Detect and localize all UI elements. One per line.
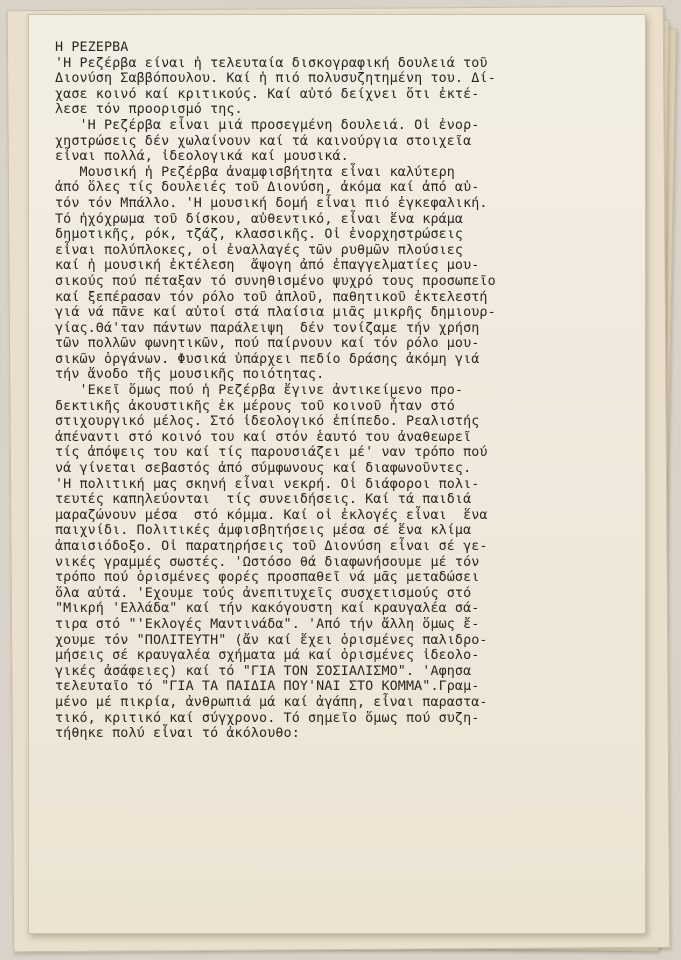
text-line: Διονύση Σαββόπουλου. Καί ἡ πιό πολυσυζητημένη του. Δί- xyxy=(55,71,496,87)
text-line: γίας.Θά'ταν πάντων παράλειψη δέν τονίζαμε τήν χρήση xyxy=(55,320,480,336)
text-line: τόν τόν Μπάλλο. 'Η μουσική δομή εἶναι πιό ἐγκεφαλική. xyxy=(55,195,488,211)
document-lines xyxy=(55,56,630,742)
text-line: καί ἡ μουσική ἐκτέλεση ἄψογη ἀπό ἐπαγγελματίες μου- xyxy=(55,258,480,274)
text-line: ἀπέναντι στό κοινό του καί στόν ἑαυτό του ἀναθεωρεῖ xyxy=(55,429,472,445)
text-line: χουμε τόν "ΠΟΛΙΤΕΥΤΗ" (ἄν καί ἔχει ὁρισμένες παλιδρο- xyxy=(55,632,488,648)
text-line: δεκτικῆς ἀκουστικῆς ἐκ μέρους τοῦ κοινοῦ ἦταν στό xyxy=(55,398,455,414)
text-line: τικό, κριτικό καί σύγχρονο. Τό σημεῖο ὅμως πού συζη- xyxy=(55,710,480,726)
text-line: μήσεις σέ κραυγαλέα σχήματα μά καί ὁρισμένες ἰδεολο- xyxy=(55,648,480,664)
text-line: "Μικρή 'Ελλάδα" καί τήν κακόγουστη καί κραυγαλέα σά- xyxy=(55,601,480,617)
text-line: ἀπαισιόδοξο. Οἱ παρατηρήσεις τοῦ Διονύση εἶναι σέ γε- xyxy=(55,539,488,554)
text-line: τήν ἄνοδο τῆς μουσικῆς ποιότητας. xyxy=(55,367,325,383)
text-line: τιρα στό "'Εκλογές Μαντινάδα". 'Από τήν ἄλλη ὅμως ἔ- xyxy=(55,616,480,632)
text-line: νικές γραμμές σωστές. 'Ωστόσο θά διαφωνήσουμε μέ τόν xyxy=(55,554,480,570)
text-line: μένο μέ πικρία, ἀνθρωπιά μά καί ἀγάπη, εἶναι παραστα- xyxy=(55,694,488,710)
text-line: Μουσική ἡ Ρεζέρβα ἀναμφισβήτητα εἶναι καλύτερη xyxy=(55,164,455,180)
text-line: χηστρώσεις δέν χωλαίνουν καί τά καινούργια στοιχεῖα xyxy=(55,133,472,149)
text-line: τήθηκε πολύ εἶναι τό ἀκόλουθο: xyxy=(55,726,300,742)
text-line: τελευταῖο τό "ΓΙΑ ΤΑ ΠΑΙΔΙΑ ΠΟΥ'ΝΑΙ ΣΤΟ ΚΟΜΜΑ".Γραμ- xyxy=(55,679,480,695)
text-line: ὅλα αὐτά. 'Εχουμε τούς ἀνεπιτυχεῖς συσχετισμούς στό xyxy=(55,585,472,601)
text-line: δημοτικῆς, ρόκ, τζάζ, κλασσικῆς. Οἱ ἐνορχηστρώσεις xyxy=(55,227,464,243)
text-line: τευτές καπηλεύονται τίς συνειδήσεις. Καί τά παιδιά xyxy=(55,492,472,508)
text-line: εἶναι πολύπλοκες, οἱ ἐναλλαγές τῶν ρυθμῶν πλούσιες xyxy=(55,242,464,258)
text-line: νά γίνεται σεβαστός ἀπό σύμφωνους καί διαφωνοῦντες. xyxy=(55,461,472,477)
text-line: γικές ἀσάφειες) καί τό "ΓΙΑ ΤΟΝ ΣΟΣΙΑΛΙΣΜΟ". 'Αφησα xyxy=(55,663,472,679)
document-body xyxy=(55,40,630,742)
text-line: 'Η Ρεζέρβα εἶναι μιά προσεγμένη δουλειά. Οἱ ἐνορ- xyxy=(55,117,480,133)
text-line: σικούς πού πέταξαν τό συνηθισμένο ψυχρό τους προσωπεῖο xyxy=(55,273,496,289)
text-line: λεσε τόν προορισμό της. xyxy=(55,102,243,118)
text-line: παιχνίδι. Πολιτικές ἀμφισβητήσεις μέσα σέ ἕνα κλίμα xyxy=(55,523,472,539)
text-line: εἶναι πολλά, ἰδεολογικά καί μουσικά. xyxy=(55,149,349,165)
text-line: χασε κοινό καί κριτικούς. Καί αὐτό δείχνει ὅτι ἐκτέ- xyxy=(55,86,480,102)
text-line: μαραζώνουν μέσα στό κόμμα. Καί οἱ ἐκλογές εἶναι ἕνα xyxy=(55,507,488,523)
text-line: ἀπό ὅλες τίς δουλειές τοῦ Διονύση, ἀκόμα καί ἀπό αὐ- xyxy=(55,180,480,196)
text-line: Τό ἠχόχρωμα τοῦ δίσκου, αὐθεντικό, εἶναι ἕνα κράμα xyxy=(55,211,464,227)
text-line: τρόπο πού ὁρισμένες φορές προσπαθεῖ νά μᾶς μεταδώσει xyxy=(55,570,480,586)
text-line: 'Εκεῖ ὅμως πού ἡ Ρεζέρβα ἔγινε ἀντικείμενο προ- xyxy=(55,383,464,399)
text-line: τῶν πολλῶν φωνητικῶν, πού παίρνουν καί τόν ρόλο μου- xyxy=(55,336,480,352)
text-line: σικῶν ὀργάνων. Φυσικά ὑπάρχει πεδίο δράσης ἀκόμη γιά xyxy=(55,351,480,367)
text-line: 'Η Ρεζέρβα είναι ἡ τελευταία δισκογραφική δουλειά τοῦ xyxy=(55,55,488,71)
text-line: 'Η πολιτική μας σκηνή εἶναι νεκρή. Οἱ διάφοροι πολι- xyxy=(55,476,480,492)
text-line: γιά νά πᾶνε καί αὐτοί στά πλαίσια μιᾶς μικρῆς δημιουρ- xyxy=(55,305,496,321)
text-line: τίς ἀπόψεις του καί τίς παρουσιάζει μέ' ναν τρόπο πού xyxy=(55,445,488,461)
text-line: καί ξεπέρασαν τόν ρόλο τοῦ ἁπλοῦ, παθητικοῦ ἐκτελεστή xyxy=(55,289,488,305)
document-title: Η ΡΕΖΕΡΒΑ xyxy=(55,40,129,55)
text-line: στιχουργικό μέλος. Στό ἰδεολογικό ἐπίπεδο. Ρεαλιστής xyxy=(55,414,480,430)
